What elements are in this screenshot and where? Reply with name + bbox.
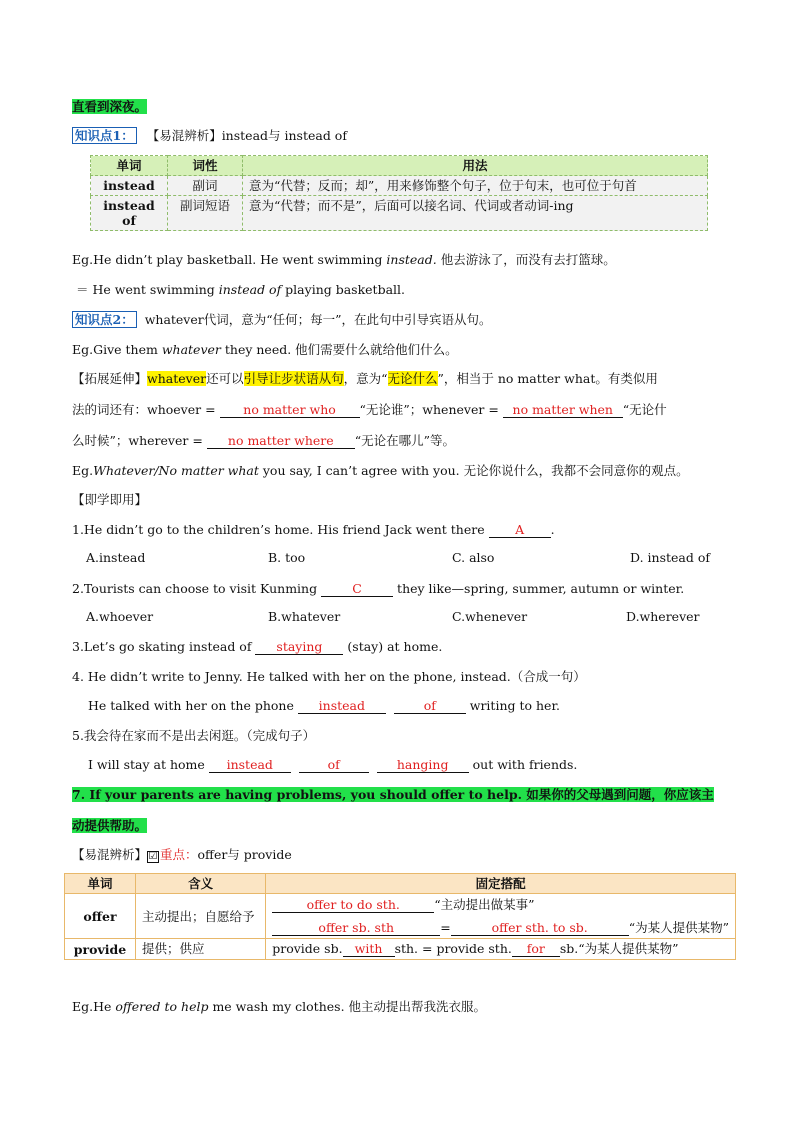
answer-blank: C <box>321 581 393 597</box>
answer-blank: no matter where <box>207 433 355 449</box>
kp1-tag: 知识点1： <box>72 127 137 144</box>
answer-blank: offer sth. to sb. <box>451 920 629 936</box>
kp2-heading <box>72 311 492 329</box>
row-word: instead of <box>91 196 168 231</box>
kp1-example-1: Eg.He didn’t play basketball. He went swimming instead. 他去游泳了，而没有去打篮球。 <box>72 252 616 267</box>
row-word: instead <box>91 176 168 196</box>
row-word: provide <box>65 939 136 960</box>
q2-option-a: A.whoever <box>86 609 154 624</box>
q2-option-b: B.whatever <box>268 609 341 624</box>
table-row <box>65 939 736 960</box>
kp2-example: Eg.Give them whatever they need. 他们需要什么就给他们什么。 <box>72 342 458 357</box>
header-word: 单词 <box>65 874 136 894</box>
header-collocation: 固定搭配 <box>266 874 736 894</box>
answer-blank: A <box>489 522 551 538</box>
extend-example: Eg.Whatever/No matter what you say, I can’t agree with you. 无论你说什么，我都不会同意你的观点。 <box>72 463 689 478</box>
answer-blank: offer to do sth. <box>272 897 434 913</box>
q1-option-b: B. too <box>268 550 306 565</box>
section7-line-1: 7. If your parents are having problems, you should offer to help. 如果你的父母遇到问题，你应该主 <box>72 787 714 802</box>
row-usage: 意为“代替；反而；却”，用来修饰整个句子，位于句末，也可位于句首 <box>243 176 708 196</box>
practice-label: 【即学即用】 <box>72 492 148 507</box>
header-meaning: 含义 <box>135 874 265 894</box>
extend-line-2: 法的词还有：whoever = no matter who “无论谁”；whenever = no matter when “无论什 <box>72 402 667 417</box>
table-row <box>91 176 708 196</box>
answer-blank: of <box>394 698 466 714</box>
kp2-title: whatever代词，意为“任何；每一”，在此句中引导宾语从句。 <box>144 312 492 327</box>
header-pos: 词性 <box>168 156 243 176</box>
q1-option-d: D. instead of <box>630 550 710 565</box>
section7-example: Eg.He offered to help me wash my clothes. 他主动提出帮我洗衣服。 <box>72 999 487 1014</box>
answer-blank: no matter who <box>220 402 360 418</box>
row-collocation: provide sb. with sth. = provide sth. for sb.“为某人提供某物” <box>266 939 736 960</box>
table-row <box>65 894 736 939</box>
checkbox-icon: ☑ <box>148 851 158 862</box>
header-word: 单词 <box>91 156 168 176</box>
answer-blank: of <box>299 757 369 773</box>
question-2: 2.Tourists can choose to visit Kunming C they like—spring, summer, autumn or winter. <box>72 581 685 596</box>
offer-provide-table <box>64 873 736 960</box>
answer-blank: instead <box>209 757 291 773</box>
q2-option-c: C.whenever <box>452 609 528 624</box>
section7-line-2: 动提供帮助。 <box>72 818 148 833</box>
row-pos: 副词 <box>168 176 243 196</box>
instead-table <box>90 155 708 231</box>
header-usage: 用法 <box>243 156 708 176</box>
kp2-tag: 知识点2： <box>72 311 137 328</box>
question-5-answer: I will stay at home instead of hanging out with friends. <box>88 757 578 772</box>
answer-blank: offer sb. sth <box>272 920 440 936</box>
question-4-answer: He talked with her on the phone instead of writing to her. <box>88 698 561 713</box>
kp1-heading <box>72 127 347 145</box>
row-collocation: offer to do sth. “主动提出做某事” offer sb. sth = offer sth. to sb. “为某人提供某物” <box>266 894 736 939</box>
answer-blank: for <box>512 941 560 957</box>
row-usage: 意为“代替；而不是”，后面可以接名词、代词或者动词-ing <box>243 196 708 231</box>
question-1: 1.He didn’t go to the children’s home. His friend Jack went there A . <box>72 522 555 537</box>
table-row <box>91 196 708 231</box>
intro-line: 直看到深夜。 <box>72 99 148 114</box>
question-4: 4. He didn’t write to Jenny. He talked with her on the phone, instead.（合成一句） <box>72 669 586 684</box>
row-meaning: 提供；供应 <box>135 939 265 960</box>
answer-blank: hanging <box>377 757 469 773</box>
row-pos: 副词短语 <box>168 196 243 231</box>
kp1-example-2: ＝ He went swimming instead of playing basketball. <box>76 282 406 297</box>
question-5: 5.我会待在家而不是出去闲逛。（完成句子） <box>72 728 316 743</box>
q2-option-d: D.wherever <box>626 609 700 624</box>
answer-blank: with <box>343 941 395 957</box>
section7-title: 【易混辨析】 ☑ 重点：offer与 provide <box>72 847 292 862</box>
answer-blank: staying <box>255 639 343 655</box>
row-meaning: 主动提出；自愿给予 <box>135 894 265 939</box>
q1-option-a: A.instead <box>86 550 146 565</box>
question-3: 3.Let’s go skating instead of staying (stay) at home. <box>72 639 443 654</box>
q1-option-c: C. also <box>452 550 495 565</box>
answer-blank: instead <box>298 698 386 714</box>
answer-blank: no matter when <box>503 402 623 418</box>
extend-line-1: 【拓展延伸】whatever还可以引导让步状语从句，意为“无论什么”，相当于 no matter what。有类似用 <box>72 371 658 386</box>
extend-line-3: 么时候”；wherever = no matter where “无论在哪儿”等。 <box>72 433 456 448</box>
row-word: offer <box>65 894 136 939</box>
kp1-title: 【易混辨析】instead与 instead of <box>146 128 347 143</box>
